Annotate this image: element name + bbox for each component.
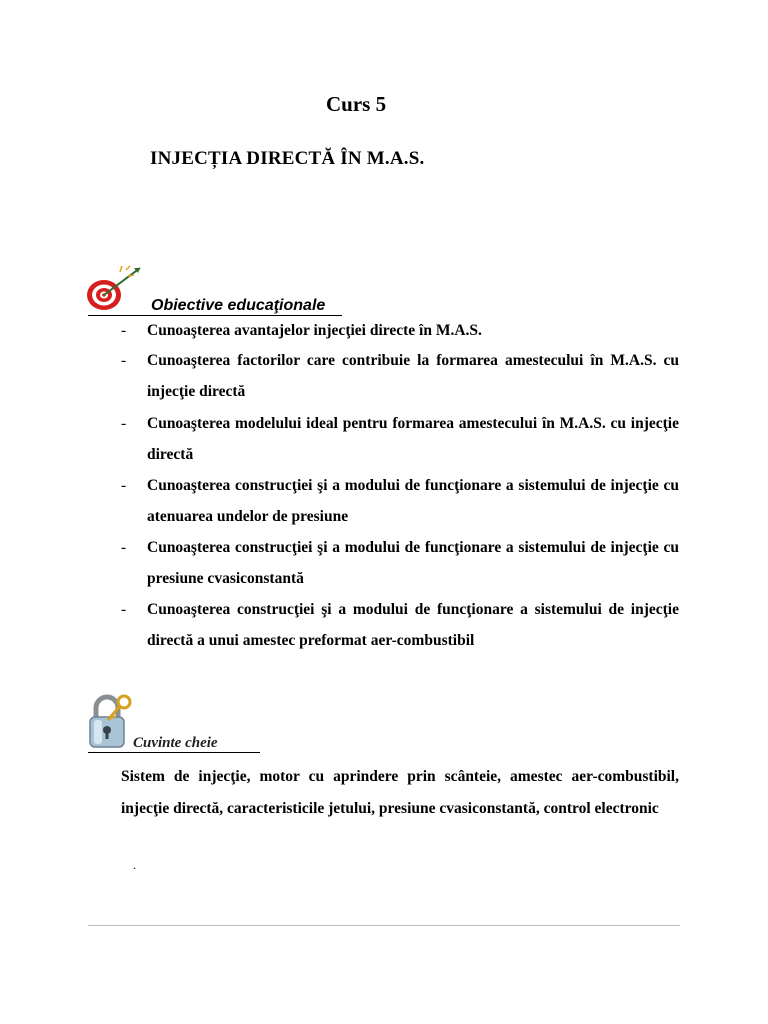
objective-text: Cunoaşterea construcţiei şi a modului de funcţionare a sistemului de injecţie cu atenuarea undelor de presiune <box>147 477 679 525</box>
keywords-heading: Cuvinte cheie <box>133 735 218 751</box>
bullet-dash: - <box>121 415 127 432</box>
course-label: Curs 5 <box>326 92 387 116</box>
objective-item <box>121 470 679 532</box>
objective-text: Cunoaşterea construcţiei şi a modului de funcţionare a sistemului de injecţie cu presiune cvasiconstantă <box>147 539 679 587</box>
bullet-dash: - <box>121 539 127 556</box>
bullet-dash: - <box>121 322 127 339</box>
objective-item <box>121 408 679 470</box>
bullet-dash: - <box>121 477 127 494</box>
footer-divider <box>88 925 680 926</box>
objective-text: Cunoaşterea modelului ideal pentru formarea amestecului în M.A.S. cu injecţie directă <box>147 415 679 463</box>
objective-text: Cunoaşterea factorilor care contribuie la formarea amestecului în M.A.S. cu injecţie directă <box>147 352 679 400</box>
bullet-dash: - <box>121 352 127 369</box>
keywords-underline <box>88 752 260 753</box>
target-icon <box>84 262 146 314</box>
padlock-key-icon <box>86 690 136 750</box>
objective-item <box>121 532 679 594</box>
objective-text: Cunoaşterea construcţiei şi a modului de funcţionare a sistemului de injecţie directă a unui amestec preformat aer-combustibil <box>147 601 679 649</box>
objective-item <box>121 345 679 407</box>
objective-text: Cunoaşterea avantajelor injecţiei directe în M.A.S. <box>147 322 482 339</box>
trailing-mark: . <box>133 858 136 872</box>
objectives-heading: Obiective educaţionale <box>151 297 326 314</box>
objective-item <box>121 594 679 656</box>
page-title: INJECȚIA DIRECTĂ ÎN M.A.S. <box>150 148 425 169</box>
objective-item <box>121 315 679 346</box>
bullet-dash: - <box>121 601 127 618</box>
keywords-text: Sistem de injecţie, motor cu aprindere prin scânteie, amestec aer-combustibil, injecţie directă, caracteristicile jetului, presiune cvasiconstantă, control electronic <box>121 768 679 817</box>
